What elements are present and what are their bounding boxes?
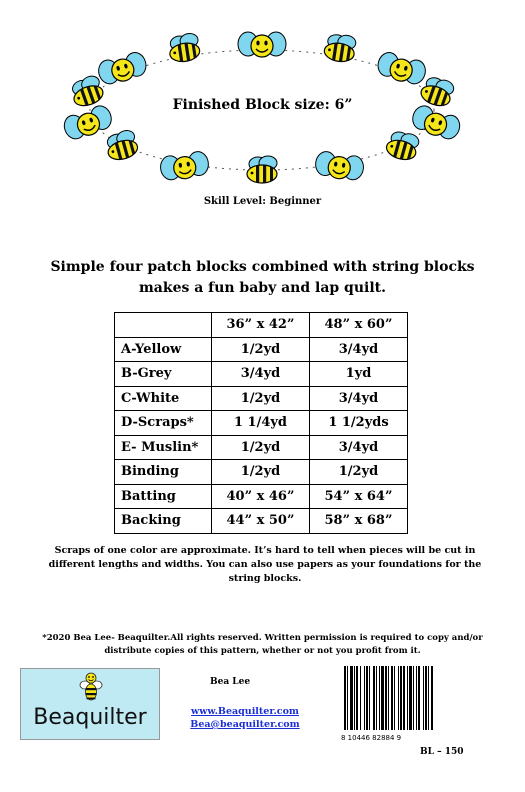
scraps-note — [30, 544, 500, 586]
author-name: Bea Lee — [210, 677, 251, 687]
barcode-bar — [376, 666, 377, 730]
barcode-bar — [403, 666, 405, 730]
barcode-bar — [366, 666, 368, 730]
cell-value: 1/2yd — [212, 386, 310, 411]
barcode-bar — [344, 666, 346, 730]
cell-value: 1/2yd — [212, 460, 310, 485]
barcode-bar — [423, 666, 424, 730]
smiley-bee-icon — [159, 150, 210, 182]
striped-bee-icon — [323, 32, 357, 63]
yardage-table — [114, 312, 408, 534]
barcode-bar — [350, 666, 353, 730]
barcode-bar — [364, 666, 365, 730]
website-link[interactable]: www.Beaquilter.com — [191, 706, 299, 717]
intro-line-1: Simple four patch blocks combined with string blocks — [50, 259, 475, 275]
table-header-row — [115, 313, 408, 338]
table-row — [115, 337, 408, 362]
intro-line-2: makes a fun baby and lap quilt. — [138, 280, 387, 296]
row-label: B-Grey — [115, 362, 212, 387]
table-row — [115, 362, 408, 387]
intro-text — [0, 257, 525, 299]
barcode-bar — [398, 666, 399, 730]
table-row — [115, 460, 408, 485]
barcode-bar — [394, 666, 395, 730]
table-row — [115, 484, 408, 509]
copyright-line: *2020 Bea Lee- Beaquilter.All rights reserved. Written permission is required to copy and/or — [42, 633, 483, 643]
smiley-bee-icon — [375, 50, 428, 87]
note-line: string blocks. — [228, 573, 302, 584]
column-header: 36” x 42” — [212, 313, 310, 338]
striped-bee-icon — [167, 32, 201, 63]
note-line: Scraps of one color are approximate. It’s hard to tell when pieces will be cut in — [54, 545, 476, 556]
beaquilter-logo — [20, 668, 160, 740]
barcode-bar — [409, 666, 412, 730]
cell-value: 40” x 46” — [212, 484, 310, 509]
cell-value: 1 1/2yds — [310, 411, 408, 436]
cell-value: 3/4yd — [310, 435, 408, 460]
barcode-bar — [425, 666, 427, 730]
table-row — [115, 509, 408, 534]
row-label: Backing — [115, 509, 212, 534]
barcode — [341, 664, 463, 742]
email-link[interactable]: Bea@beaquilter.com — [190, 719, 300, 730]
copyright-line: distribute copies of this pattern, whether or not you profit from it. — [104, 646, 421, 656]
barcode-bars — [344, 666, 433, 730]
bee-logo-icon — [79, 671, 103, 703]
barcode-bar — [360, 666, 361, 730]
barcode-bar — [418, 666, 420, 730]
barcode-bar — [391, 666, 393, 730]
barcode-bar — [413, 666, 414, 730]
cell-value: 3/4yd — [310, 337, 408, 362]
cell-value: 1yd — [310, 362, 408, 387]
barcode-bar — [381, 666, 384, 730]
bee-wreath-illustration — [0, 0, 525, 190]
barcode-bar — [354, 666, 355, 730]
table-row — [115, 411, 408, 436]
logo-text: Beaquilter — [33, 705, 147, 730]
cell-value: 1 1/4yd — [212, 411, 310, 436]
striped-bee-icon — [104, 129, 140, 163]
note-line: different lengths and widths. You can also use papers as your foundations for the — [48, 559, 482, 570]
barcode-bar — [388, 666, 389, 730]
row-label: Batting — [115, 484, 212, 509]
table-header-empty — [115, 313, 212, 338]
barcode-bar — [431, 666, 433, 730]
table-row — [115, 386, 408, 411]
cell-value: 3/4yd — [212, 362, 310, 387]
barcode-bar — [407, 666, 408, 730]
barcode-bar — [356, 666, 358, 730]
barcode-bar — [373, 666, 375, 730]
row-label: A-Yellow — [115, 337, 212, 362]
smiley-bee-icon — [314, 150, 365, 182]
smiley-bee-icon — [238, 32, 286, 57]
pattern-code: BL – 150 — [420, 747, 464, 757]
cell-value: 3/4yd — [310, 386, 408, 411]
barcode-bar — [416, 666, 417, 730]
barcode-bar — [428, 666, 429, 730]
row-label: E- Muslin* — [115, 435, 212, 460]
barcode-bar — [400, 666, 402, 730]
table-row — [115, 435, 408, 460]
smiley-bee-icon — [96, 50, 149, 87]
barcode-digits: 8 10446 82884 9 — [341, 734, 402, 742]
striped-bee-icon — [247, 156, 277, 183]
cell-value: 44” x 50” — [212, 509, 310, 534]
cell-value: 1/2yd — [310, 460, 408, 485]
column-header: 48” x 60” — [310, 313, 408, 338]
barcode-bar — [347, 666, 348, 730]
skill-level: Skill Level: Beginner — [203, 196, 322, 207]
copyright-notice — [20, 632, 505, 658]
barcode-bar — [379, 666, 380, 730]
cell-value: 1/2yd — [212, 337, 310, 362]
cell-value: 1/2yd — [212, 435, 310, 460]
row-label: Binding — [115, 460, 212, 485]
finished-block-size: Finished Block size: 6” — [172, 97, 353, 113]
barcode-bar — [369, 666, 370, 730]
row-label: C-White — [115, 386, 212, 411]
cell-value: 58” x 68” — [310, 509, 408, 534]
row-label: D-Scraps* — [115, 411, 212, 436]
barcode-bar — [385, 666, 387, 730]
cell-value: 54” x 64” — [310, 484, 408, 509]
striped-bee-icon — [384, 129, 420, 163]
